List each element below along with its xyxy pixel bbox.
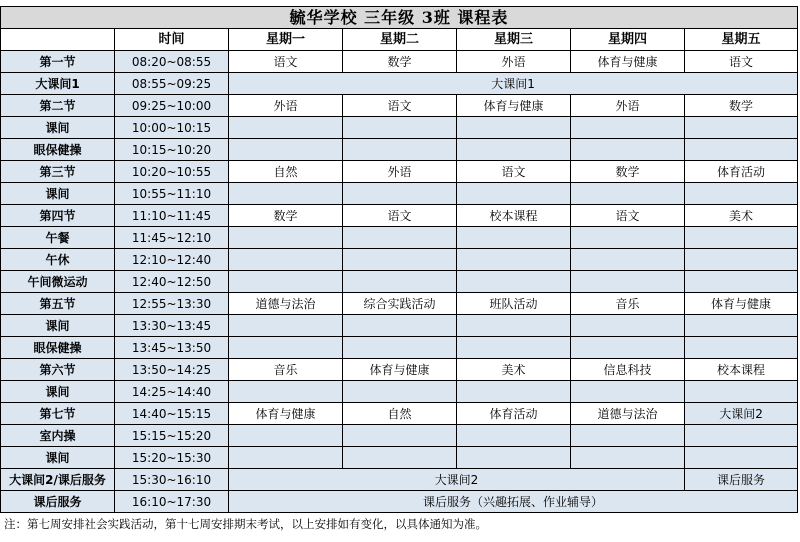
table-row [1, 117, 798, 139]
period-label[interactable]: 第四节 [1, 205, 115, 227]
cell-thursday[interactable]: 外语 [571, 95, 685, 117]
period-label[interactable]: 第七节 [1, 403, 115, 425]
period-time[interactable]: 12:40~12:50 [115, 271, 229, 293]
period-time[interactable]: 14:40~15:15 [115, 403, 229, 425]
header-corner[interactable] [1, 29, 115, 51]
cell-monday[interactable] [229, 227, 343, 249]
period-label[interactable]: 课间 [1, 447, 115, 469]
header-thursday[interactable]: 星期四 [571, 29, 685, 51]
cell-friday[interactable]: 语文 [685, 51, 798, 73]
period-label[interactable]: 午休 [1, 249, 115, 271]
cell-wednesday[interactable] [457, 117, 571, 139]
cell-tuesday[interactable] [343, 117, 457, 139]
cell-friday[interactable] [685, 381, 798, 403]
header-wednesday[interactable]: 星期三 [457, 29, 571, 51]
cell-friday[interactable] [685, 425, 798, 447]
table-row [1, 403, 798, 425]
cell-wednesday[interactable] [457, 315, 571, 337]
cell-thursday[interactable] [571, 249, 685, 271]
table-row [1, 161, 798, 183]
cell-thursday[interactable] [571, 381, 685, 403]
cell-wednesday[interactable] [457, 447, 571, 469]
cell-tuesday[interactable] [343, 139, 457, 161]
cell-monday[interactable] [229, 183, 343, 205]
cell-wednesday[interactable] [457, 249, 571, 271]
cell-thursday[interactable] [571, 447, 685, 469]
cell-wednesday[interactable]: 校本课程 [457, 205, 571, 227]
cell-tuesday[interactable] [343, 315, 457, 337]
table-row [1, 249, 798, 271]
header-tuesday[interactable]: 星期二 [343, 29, 457, 51]
cell-tuesday[interactable]: 语文 [343, 95, 457, 117]
cell-monday[interactable]: 道德与法治 [229, 293, 343, 315]
cell-friday[interactable] [685, 183, 798, 205]
cell-monday[interactable] [229, 315, 343, 337]
period-time[interactable]: 15:20~15:30 [115, 447, 229, 469]
period-label[interactable]: 课间 [1, 381, 115, 403]
title-row [1, 7, 798, 29]
cell-wednesday[interactable] [457, 139, 571, 161]
cell-tuesday[interactable]: 综合实践活动 [343, 293, 457, 315]
cell-thursday[interactable] [571, 425, 685, 447]
period-time[interactable]: 10:15~10:20 [115, 139, 229, 161]
period-time[interactable]: 11:45~12:10 [115, 227, 229, 249]
cell-monday[interactable]: 音乐 [229, 359, 343, 381]
cell-friday[interactable] [685, 337, 798, 359]
cell-friday[interactable] [685, 315, 798, 337]
period-label[interactable]: 室内操 [1, 425, 115, 447]
cell-thursday[interactable] [571, 271, 685, 293]
table-row [1, 139, 798, 161]
table-row [1, 425, 798, 447]
period-time[interactable]: 08:55~09:25 [115, 73, 229, 95]
cell-tuesday[interactable]: 语文 [343, 205, 457, 227]
table-row [1, 293, 798, 315]
period-time[interactable]: 13:30~13:45 [115, 315, 229, 337]
cell-friday[interactable] [685, 447, 798, 469]
cell-thursday[interactable]: 信息科技 [571, 359, 685, 381]
cell-friday[interactable] [685, 249, 798, 271]
period-time[interactable]: 09:25~10:00 [115, 95, 229, 117]
cell-tuesday[interactable] [343, 183, 457, 205]
cell-tuesday[interactable] [343, 337, 457, 359]
period-time[interactable]: 10:00~10:15 [115, 117, 229, 139]
period-time[interactable]: 10:55~11:10 [115, 183, 229, 205]
cell-monday[interactable]: 数学 [229, 205, 343, 227]
header-time[interactable]: 时间 [115, 29, 229, 51]
period-label[interactable]: 午餐 [1, 227, 115, 249]
cell-tuesday[interactable] [343, 271, 457, 293]
cell-wednesday[interactable]: 体育活动 [457, 403, 571, 425]
period-time[interactable]: 14:25~14:40 [115, 381, 229, 403]
cell-wednesday[interactable] [457, 425, 571, 447]
header-friday[interactable]: 星期五 [685, 29, 798, 51]
cell-thursday[interactable]: 语文 [571, 205, 685, 227]
cell-wednesday[interactable]: 美术 [457, 359, 571, 381]
footnote: 注：第七周安排社会实践活动，第十七周安排期末考试，以上安排如有变化，以具体通知为准。 [4, 517, 487, 531]
cell-thursday[interactable]: 体育与健康 [571, 51, 685, 73]
table-row [1, 271, 798, 293]
cell-wednesday[interactable] [457, 337, 571, 359]
table-row [1, 205, 798, 227]
period-label[interactable]: 午间微运动 [1, 271, 115, 293]
cell-monday[interactable] [229, 139, 343, 161]
cell-friday[interactable] [685, 139, 798, 161]
cell-friday[interactable]: 体育与健康 [685, 293, 798, 315]
cell-friday[interactable]: 大课间2 [685, 403, 798, 425]
period-time[interactable]: 15:30~16:10 [115, 469, 229, 491]
merged-cell-left[interactable]: 大课间2 [229, 469, 685, 491]
cell-wednesday[interactable] [457, 381, 571, 403]
cell-thursday[interactable] [571, 315, 685, 337]
timetable [0, 6, 798, 513]
table-row [1, 227, 798, 249]
cell-tuesday[interactable] [343, 381, 457, 403]
cell-monday[interactable]: 外语 [229, 95, 343, 117]
table-row [1, 337, 798, 359]
period-label[interactable]: 眼保健操 [1, 139, 115, 161]
period-time[interactable]: 16:10~17:30 [115, 491, 229, 513]
table-row [1, 447, 798, 469]
header-row [1, 29, 798, 51]
period-label[interactable]: 大课间2/课后服务 [1, 469, 115, 491]
period-time[interactable]: 15:15~15:20 [115, 425, 229, 447]
cell-monday[interactable] [229, 271, 343, 293]
cell-tuesday[interactable] [343, 425, 457, 447]
period-label[interactable]: 课间 [1, 315, 115, 337]
cell-thursday[interactable] [571, 117, 685, 139]
cell-friday[interactable] [685, 227, 798, 249]
table-row [1, 95, 798, 117]
period-time[interactable]: 11:10~11:45 [115, 205, 229, 227]
cell-tuesday[interactable]: 数学 [343, 51, 457, 73]
header-monday[interactable]: 星期一 [229, 29, 343, 51]
table-row [1, 491, 798, 513]
cell-monday[interactable] [229, 425, 343, 447]
cell-thursday[interactable] [571, 337, 685, 359]
cell-friday[interactable] [685, 117, 798, 139]
merged-cell[interactable]: 课后服务（兴趣拓展、作业辅导） [229, 491, 798, 513]
cell-friday[interactable]: 美术 [685, 205, 798, 227]
sheet-title[interactable]: 毓华学校 三年级 3班 课程表 [1, 7, 798, 29]
cell-tuesday[interactable]: 自然 [343, 403, 457, 425]
cell-friday[interactable]: 数学 [685, 95, 798, 117]
period-label[interactable]: 第五节 [1, 293, 115, 315]
period-label[interactable]: 第二节 [1, 95, 115, 117]
table-row [1, 51, 798, 73]
cell-wednesday[interactable] [457, 183, 571, 205]
cell-friday[interactable]: 校本课程 [685, 359, 798, 381]
cell-wednesday[interactable]: 体育与健康 [457, 95, 571, 117]
cell-monday[interactable]: 自然 [229, 161, 343, 183]
cell-thursday[interactable] [571, 183, 685, 205]
cell-monday[interactable]: 体育与健康 [229, 403, 343, 425]
table-row [1, 183, 798, 205]
table-row [1, 359, 798, 381]
cell-monday[interactable]: 语文 [229, 51, 343, 73]
cell-monday[interactable] [229, 249, 343, 271]
table-row [1, 381, 798, 403]
cell-monday[interactable] [229, 117, 343, 139]
cell-tuesday[interactable] [343, 447, 457, 469]
cell-tuesday[interactable]: 体育与健康 [343, 359, 457, 381]
cell-friday[interactable] [685, 271, 798, 293]
cell-wednesday[interactable]: 外语 [457, 51, 571, 73]
table-row [1, 73, 798, 95]
period-time[interactable]: 12:55~13:30 [115, 293, 229, 315]
cell-tuesday[interactable] [343, 249, 457, 271]
merged-cell-right[interactable]: 课后服务 [685, 469, 798, 491]
cell-thursday[interactable]: 数学 [571, 161, 685, 183]
period-label[interactable]: 第一节 [1, 51, 115, 73]
period-time[interactable]: 12:10~12:40 [115, 249, 229, 271]
cell-wednesday[interactable]: 语文 [457, 161, 571, 183]
cell-wednesday[interactable] [457, 227, 571, 249]
cell-thursday[interactable] [571, 227, 685, 249]
merged-cell[interactable]: 大课间1 [229, 73, 798, 95]
period-label[interactable]: 课间 [1, 117, 115, 139]
period-time[interactable]: 08:20~08:55 [115, 51, 229, 73]
period-time[interactable]: 13:50~14:25 [115, 359, 229, 381]
period-label[interactable]: 第三节 [1, 161, 115, 183]
cell-thursday[interactable]: 道德与法治 [571, 403, 685, 425]
cell-wednesday[interactable] [457, 271, 571, 293]
period-label[interactable]: 课间 [1, 183, 115, 205]
cell-monday[interactable] [229, 381, 343, 403]
cell-thursday[interactable]: 音乐 [571, 293, 685, 315]
cell-monday[interactable] [229, 337, 343, 359]
period-time[interactable]: 13:45~13:50 [115, 337, 229, 359]
cell-friday[interactable]: 体育活动 [685, 161, 798, 183]
table-row [1, 315, 798, 337]
cell-thursday[interactable] [571, 139, 685, 161]
cell-tuesday[interactable]: 外语 [343, 161, 457, 183]
cell-monday[interactable] [229, 447, 343, 469]
period-label[interactable]: 大课间1 [1, 73, 115, 95]
period-time[interactable]: 10:20~10:55 [115, 161, 229, 183]
cell-wednesday[interactable]: 班队活动 [457, 293, 571, 315]
period-label[interactable]: 眼保健操 [1, 337, 115, 359]
table-row [1, 469, 798, 491]
cell-tuesday[interactable] [343, 227, 457, 249]
period-label[interactable]: 第六节 [1, 359, 115, 381]
period-label[interactable]: 课后服务 [1, 491, 115, 513]
